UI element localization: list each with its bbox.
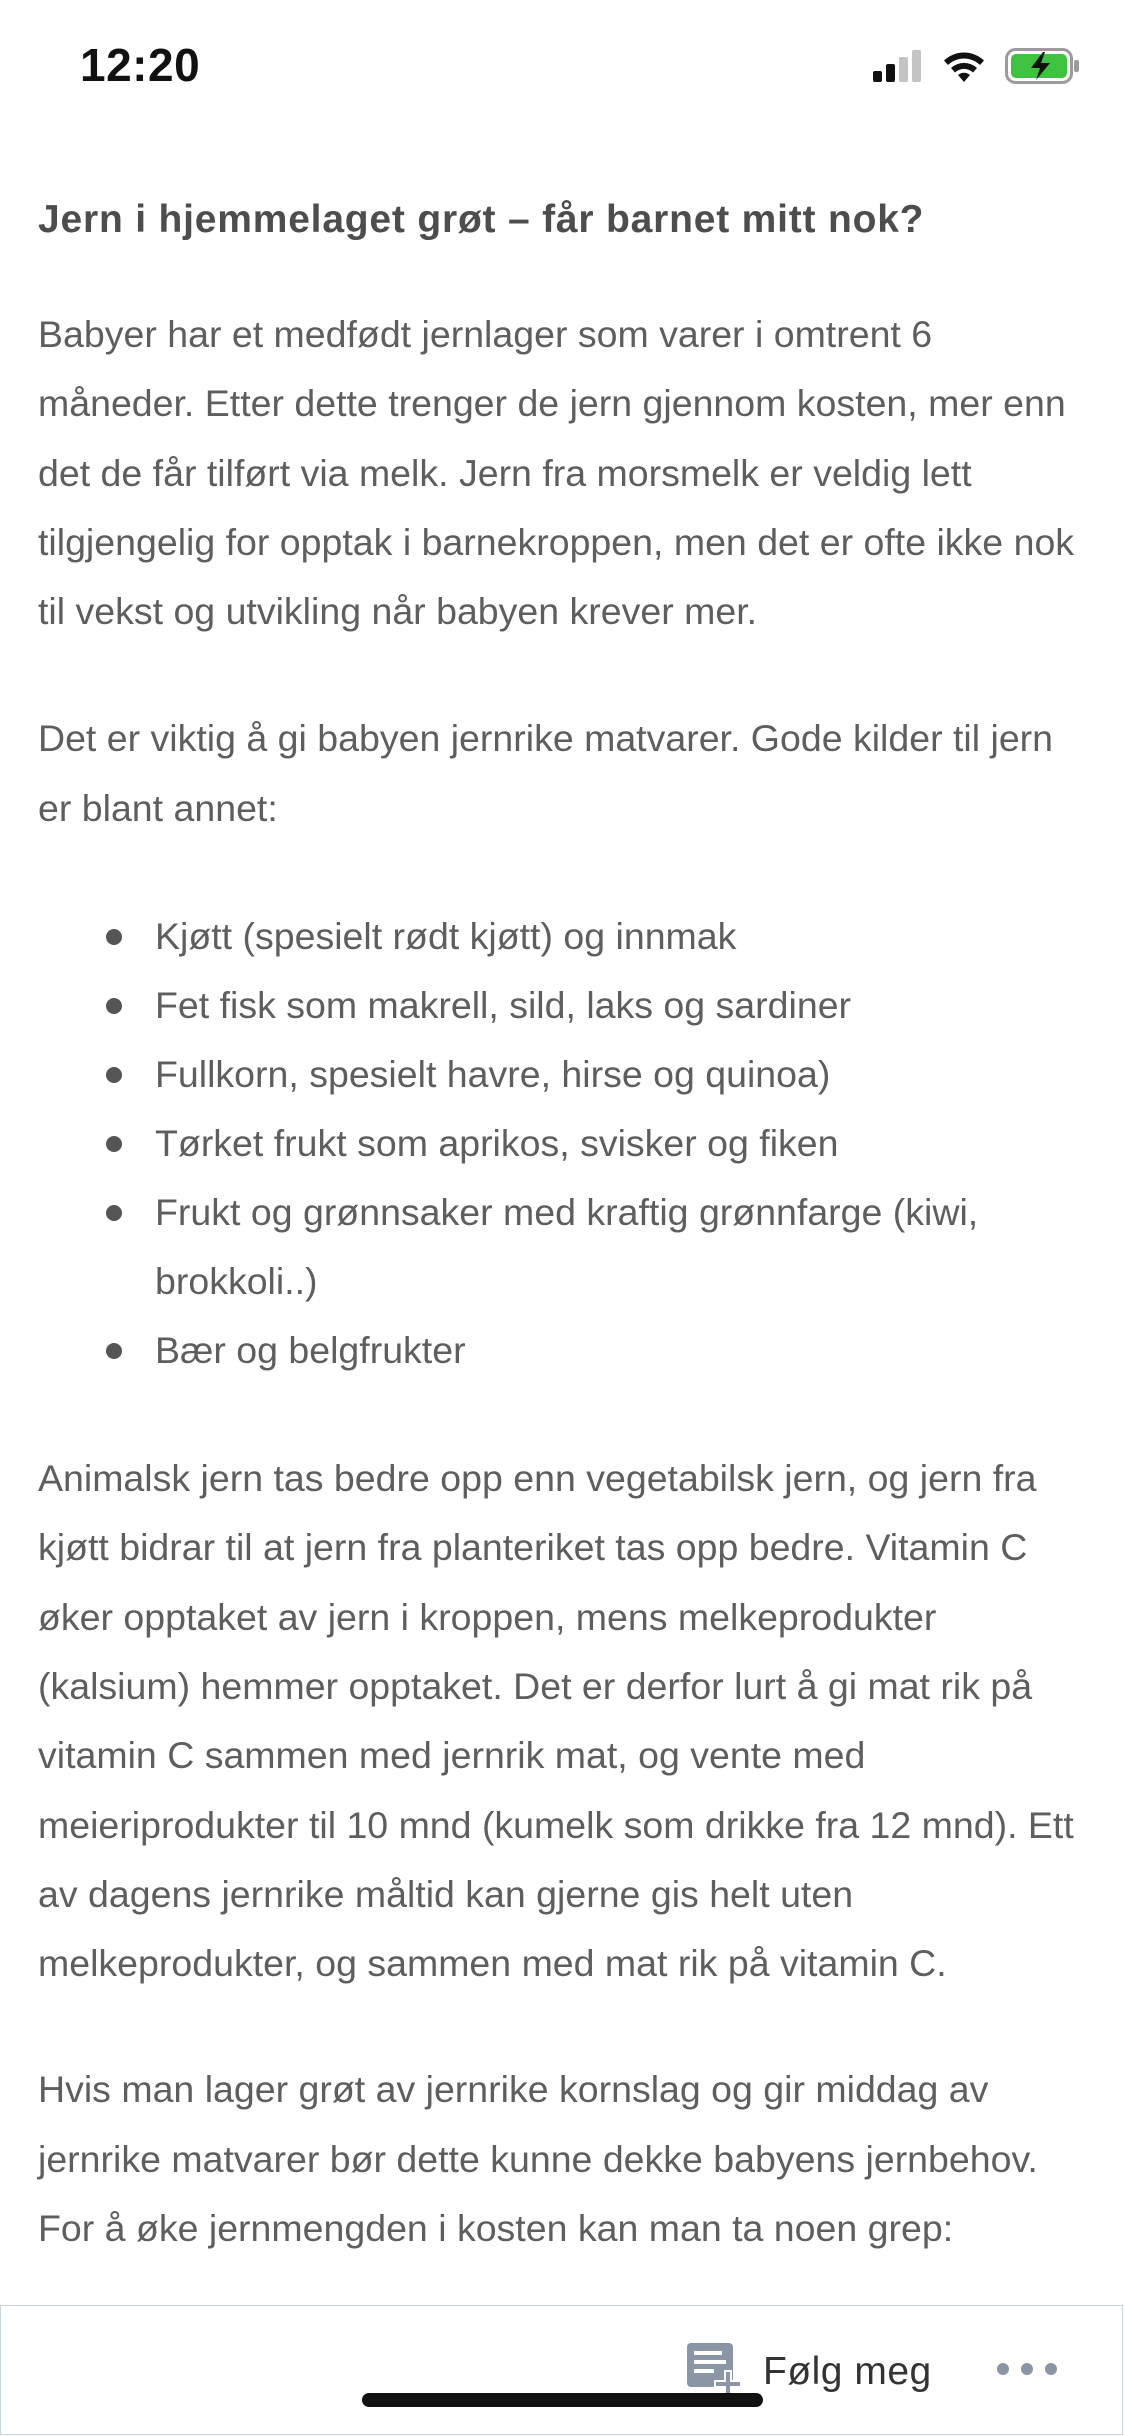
list-item-text: Tørket frukt som aprikos, svisker og fiken: [155, 1122, 839, 1165]
home-indicator[interactable]: [362, 2393, 763, 2407]
list-item-text: Kjøtt (spesielt rødt kjøtt) og innmak: [155, 915, 737, 958]
follow-bar: [0, 2305, 1123, 2435]
list-item: [38, 1040, 1078, 1109]
more-dots-icon: [997, 2363, 1009, 2375]
paragraph-iron-sources-intro: Det er viktig å gi babyen jernrike matvarer. Gode kilder til jern er blant annet:: [38, 717, 1054, 829]
cellular-signal-icon: [871, 49, 923, 83]
wifi-icon: [941, 49, 987, 83]
list-item-text: Fet fisk som makrell, sild, laks og sardiner: [155, 984, 852, 1027]
list-item: [38, 902, 1078, 971]
list-item: [38, 1316, 1078, 1385]
more-dots-icon: [1045, 2363, 1057, 2375]
more-options-button[interactable]: [997, 2354, 1057, 2384]
follow-label: Følg meg: [763, 2350, 932, 2393]
article-content: [38, 180, 1078, 2263]
list-item: [38, 1178, 1078, 1316]
paragraph-iron-storage: Babyer har et medfødt jernlager som varer i omtrent 6 måneder. Etter dette trenger de jern gjennom kosten, mer enn det de får tilført via melk. Jern fra morsmelk er veldig lett tilgjengelig for opptak i barnekroppen, men det er ofte ikke nok til vekst og utvikling når babyen krever mer.: [38, 313, 1075, 633]
status-time: 12:20: [80, 39, 201, 91]
paragraph-porridge-advice: Hvis man lager grøt av jernrike kornslag og gir middag av jernrike matvarer bør dette kunne dekke babyens jernbehov. For å øke jernmengden i kosten kan man ta noen grep:: [38, 2068, 1038, 2250]
iron-sources-list: [38, 902, 1078, 1385]
bullet-icon: [106, 998, 122, 1014]
article-heading: Jern i hjemmelaget grøt – får barnet mitt nok?: [38, 198, 925, 241]
more-dots-icon: [1021, 2363, 1033, 2375]
list-item-text: Frukt og grønnsaker med kraftig grønnfarge (kiwi, brokkoli..): [155, 1191, 979, 1303]
bullet-icon: [106, 1067, 122, 1083]
bullet-icon: [106, 929, 122, 945]
status-icons: [871, 46, 1081, 86]
bullet-icon: [106, 1205, 122, 1221]
list-item-text: Fullkorn, spesielt havre, hirse og quinoa): [155, 1053, 831, 1096]
status-bar: [0, 0, 1125, 132]
list-item-text: Bær og belgfrukter: [155, 1329, 466, 1372]
bullet-icon: [106, 1343, 122, 1359]
list-item: [38, 971, 1078, 1040]
list-item: [38, 1109, 1078, 1178]
battery-charging-icon: [1005, 48, 1081, 84]
paragraph-iron-absorption: Animalsk jern tas bedre opp enn vegetabilsk jern, og jern fra kjøtt bidrar til at jern fra planteriket tas opp bedre. Vitamin C øker opptaket av jern i kroppen, mens melkeprodukter (kalsium) hemmer opptaket. Det er derfor lurt å gi mat rik på vitamin C sammen med jernrik mat, og vente med meieriprodukter til 10 mnd (kumelk som drikke fra 12 mnd). Ett av dagens jernrike måltid kan gjerne gis helt uten melkeprodukter, og sammen med mat rik på vitamin C.: [38, 1457, 1074, 1985]
bullet-icon: [106, 1136, 122, 1152]
